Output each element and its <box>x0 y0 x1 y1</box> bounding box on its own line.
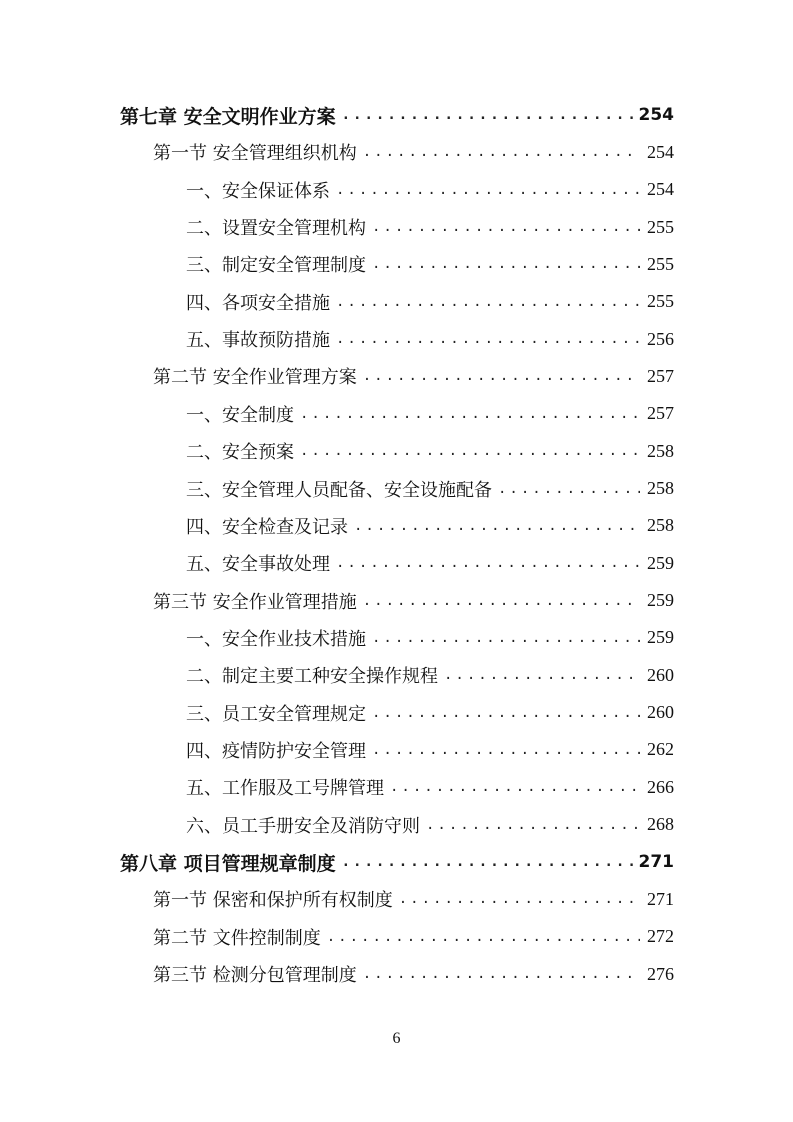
toc-entry-page: 259 <box>647 627 674 648</box>
dot-leader <box>357 593 640 609</box>
toc-entry-title: 第一节 安全管理组织机构 <box>153 143 357 165</box>
dot-leader <box>330 182 640 198</box>
toc-entry-title: 第三节 检测分包管理制度 <box>153 965 357 987</box>
dot-leader <box>438 667 640 683</box>
toc-entry-page: 259 <box>647 552 674 573</box>
dot-leader <box>348 518 640 534</box>
toc-subsection[interactable] <box>186 548 674 578</box>
dot-leader <box>336 854 639 870</box>
toc-subsection[interactable] <box>186 810 674 840</box>
toc-entry-title: 四、疫情防护安全管理 <box>186 740 366 762</box>
dot-leader <box>366 219 640 235</box>
dot-leader <box>492 481 640 497</box>
toc-entry-title: 五、安全事故处理 <box>186 554 330 576</box>
toc-subsection[interactable] <box>186 436 674 466</box>
toc-entry-title: 三、制定安全管理制度 <box>186 255 366 277</box>
toc-entry-page: 258 <box>647 515 674 536</box>
toc-entry-title: 五、工作服及工号牌管理 <box>186 778 384 800</box>
toc-entry-page: 256 <box>647 328 674 349</box>
toc-entry-page: 254 <box>647 141 674 162</box>
dot-leader <box>366 256 640 272</box>
toc-entry-title: 二、制定主要工种安全操作规程 <box>186 666 438 688</box>
toc-subsection[interactable] <box>186 249 674 279</box>
toc-entry-page: 271 <box>647 888 674 909</box>
toc-entry-page: 260 <box>647 702 674 723</box>
dot-leader <box>384 779 640 795</box>
toc-entry-page: 276 <box>647 963 674 984</box>
dot-leader <box>366 705 640 721</box>
toc-entry-title: 第三节 安全作业管理措施 <box>153 591 357 613</box>
toc-entry-title: 第八章 项目管理规章制度 <box>120 852 336 875</box>
toc-subsection[interactable] <box>186 175 674 205</box>
toc-subsection[interactable] <box>186 772 674 802</box>
toc-subsection[interactable] <box>186 623 674 653</box>
toc-entry-title: 三、员工安全管理规定 <box>186 703 366 725</box>
toc-entry-title: 第七章 安全文明作业方案 <box>120 105 336 128</box>
dot-leader <box>294 443 640 459</box>
toc-entry-page: 255 <box>647 253 674 274</box>
toc-entry-title: 五、事故预防措施 <box>186 330 330 352</box>
toc-entry-page: 254 <box>647 179 674 200</box>
toc-entry-page: 258 <box>647 440 674 461</box>
dot-leader <box>366 630 640 646</box>
toc-entry-title: 第二节 文件控制制度 <box>153 927 321 949</box>
toc-subsection[interactable] <box>186 474 674 504</box>
toc-section[interactable] <box>153 922 674 952</box>
toc-entry-title: 一、安全保证体系 <box>186 180 330 202</box>
toc-section[interactable] <box>153 884 674 914</box>
toc-entry-page: 258 <box>647 478 674 498</box>
toc-subsection[interactable] <box>186 399 674 429</box>
toc-entry-title: 第二节 安全作业管理方案 <box>153 367 357 389</box>
toc-subsection[interactable] <box>186 660 674 690</box>
toc-subsection[interactable] <box>186 287 674 317</box>
toc-subsection[interactable] <box>186 735 674 765</box>
toc-entry-title: 第一节 保密和保护所有权制度 <box>153 890 393 912</box>
toc-entry-page: 257 <box>647 403 674 424</box>
toc-subsection[interactable] <box>186 212 674 242</box>
toc-subsection[interactable] <box>186 324 674 354</box>
toc-entry-title: 二、设置安全管理机构 <box>186 218 366 240</box>
dot-leader <box>294 406 640 422</box>
toc-entry-title: 三、安全管理人员配备、安全设施配备 <box>186 479 492 501</box>
toc-entry-title: 四、安全检查及记录 <box>186 516 348 538</box>
toc-entry-title: 一、安全作业技术措施 <box>186 628 366 650</box>
toc-entry-title: 一、安全制度 <box>186 404 294 426</box>
dot-leader <box>330 331 640 347</box>
toc-section[interactable] <box>153 959 674 989</box>
dot-leader <box>357 368 640 384</box>
dot-leader <box>420 817 640 833</box>
dot-leader <box>366 742 640 758</box>
toc-entry-page: 272 <box>647 926 674 947</box>
toc-entry-page: 255 <box>647 291 674 312</box>
dot-leader <box>393 891 640 907</box>
dot-leader <box>357 966 640 982</box>
toc-chapter[interactable] <box>120 847 674 877</box>
toc-entry-title: 六、员工手册安全及消防守则 <box>186 815 420 837</box>
toc-section[interactable] <box>153 361 674 391</box>
toc-subsection[interactable] <box>186 511 674 541</box>
toc-chapter[interactable] <box>120 100 674 130</box>
toc-entry-title: 四、各项安全措施 <box>186 292 330 314</box>
dot-leader <box>330 555 640 571</box>
dot-leader <box>336 107 639 123</box>
toc-entry-page: 260 <box>647 664 674 685</box>
dot-leader <box>357 144 640 160</box>
dot-leader <box>321 929 640 945</box>
toc-entry-page: 271 <box>638 852 674 872</box>
toc-entry-title: 二、安全预案 <box>186 442 294 464</box>
toc-entry-page: 268 <box>647 814 674 835</box>
toc-section[interactable] <box>153 137 674 167</box>
dot-leader <box>330 294 640 310</box>
toc-entry-page: 259 <box>647 590 674 611</box>
toc-entry-page: 266 <box>647 776 674 797</box>
toc-entry-page: 254 <box>638 105 674 125</box>
toc-section[interactable] <box>153 586 674 616</box>
page-number: 6 <box>392 1030 401 1047</box>
toc-subsection[interactable] <box>186 698 674 728</box>
toc-entry-page: 257 <box>647 365 674 386</box>
toc-entry-page: 262 <box>647 739 674 760</box>
toc-entry-page: 255 <box>647 216 674 237</box>
